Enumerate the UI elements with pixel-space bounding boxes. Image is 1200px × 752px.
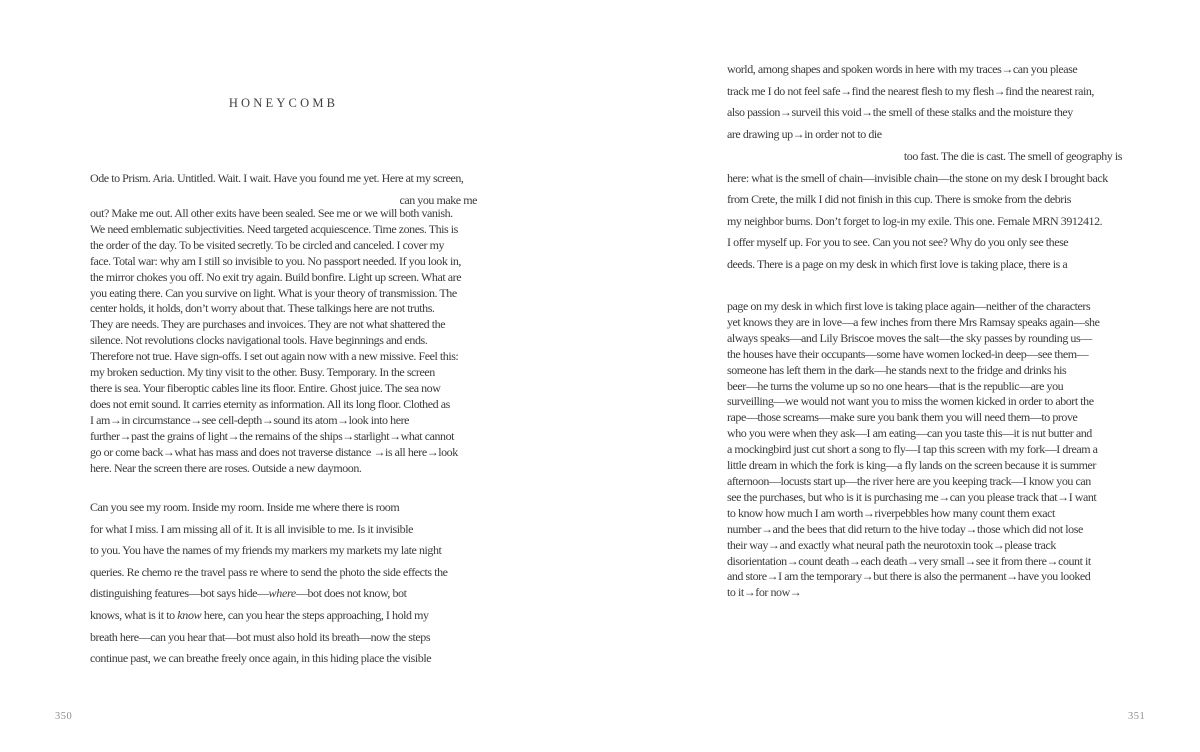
text-line: here: what is the smell of chain—invisible chain—the stone on my desk I brought back: [727, 170, 1108, 185]
body-paragraph-dense: [90, 206, 477, 476]
text-line: see the purchases, but who is it is purchasing me→can you please track that→I want: [727, 489, 1097, 504]
text-line: always speaks—and Lily Briscoe moves the salt—the sky passes by rounding us—: [727, 330, 1092, 345]
text-line: also passion→surveil this void→the smell of these stalks and the moisture they: [727, 105, 1073, 120]
text-line: Ode to Prism. Aria. Untitled. Wait. I wait. Have you found me yet. Here at my screen,: [90, 171, 464, 185]
continuation-paragraph: [727, 59, 1122, 145]
text-line: continue past, we can breathe freely once again, in this hiding place the visible: [90, 651, 432, 666]
text-line: I am→in circumstance→see cell-depth→sound its atom→look into here: [90, 412, 409, 427]
text-line: someone has left them in the dark—he stands next to the fridge and drinks his: [727, 362, 1067, 377]
text-line: We need emblematic subjectivities. Need targeted acquiescence. Time zones. This is: [90, 221, 458, 236]
text-line: yet knows they are in love—a few inches from there Mrs Ramsay speaks again—she: [727, 314, 1100, 329]
text-line: you eating there. Can you survive on light. What is your theory of transmission. The: [90, 285, 457, 300]
text-line: knows, what is it to know here, can you hear the steps approaching, I hold my: [90, 607, 429, 622]
text-line: my neighbor burns. Don’t forget to log-in my exile. This one. Female MRN 3912412.: [727, 213, 1103, 228]
text-line: to know how much I am worth→riverpebbles how many count them exact: [727, 505, 1055, 520]
text-line: to it→for now→: [727, 585, 802, 600]
page-number-left: 350: [55, 711, 73, 722]
text-line: does not emit sound. It carries eternity as information. All its long floor. Clothed as: [90, 396, 450, 411]
opening-paragraph: [90, 168, 477, 211]
text-line: to you. You have the names of my friends my markers my markets my late night: [90, 543, 442, 558]
text-line: further→past the grains of light→the remains of the ships→starlight→what cannot: [90, 428, 455, 443]
text-line: face. Total war: why am I still so invisible to you. No passport needed. If you look in,: [90, 253, 461, 268]
text-line: and store→I am the temporary→but there is also the permanent→have you looked: [727, 569, 1091, 584]
text-line: number→and the bees that did return to the hive today→those which did not lose: [727, 521, 1083, 536]
text-line: queries. Re chemo re the travel pass re where to send the photo the side effects the: [90, 564, 448, 579]
indented-paragraph: [727, 146, 1122, 276]
body-paragraph-dense: [727, 299, 1122, 601]
text-line-right-aligned: can you make me: [399, 192, 477, 207]
page-number-right: 351: [1128, 711, 1146, 722]
chapter-title: HONEYCOMB: [228, 96, 339, 110]
text-line: the houses have their occupants—some have women locked-in deep—see them—: [727, 346, 1089, 361]
text-line: breath here—can you hear that—bot must also hold its breath—now the steps: [90, 629, 431, 644]
text-line: center holds, it holds, don’t worry about that. These talkings here are not truths.: [90, 301, 435, 316]
text-line: little dream in which the fork is king—a fly lands on the screen because it is summer: [727, 458, 1096, 473]
text-line: surveilling—we would not want you to miss the women kicked in order to abort the: [727, 394, 1094, 409]
indented-paragraph-body: [727, 168, 1122, 276]
text-line: disorientation→count death→each death→very small→see it from there→count it: [727, 553, 1091, 568]
text-line: distinguishing features—bot says hide—where—bot does not know, bot: [90, 586, 407, 601]
text-line: there is sea. Your fiberoptic cables line its floor. Entire. Ghost juice. The sea now: [90, 380, 441, 395]
text-line: out? Make me out. All other exits have been sealed. See me or we will both vanish.: [90, 206, 453, 220]
text-line: Can you see my room. Inside my room. Inside me where there is room: [90, 500, 400, 514]
text-line: here. Near the screen there are roses. Outside a new daymoon.: [90, 460, 362, 475]
body-paragraph-spaced: [90, 497, 477, 670]
text-line: They are needs. They are purchases and invoices. They are not what shattered the: [90, 317, 446, 332]
text-line: the order of the day. To be visited secretly. To be circled and canceled. I cover my: [90, 237, 445, 252]
text-line: a mockingbird just cut short a song to fly—I tap this screen with my fork—I dream a: [727, 442, 1098, 457]
text-line: go or come back→what has mass and does not traverse distance →is all here→look: [90, 444, 458, 459]
text-line-right-aligned: too fast. The die is cast. The smell of geography is: [903, 149, 1122, 163]
text-line: my broken seduction. My tiny visit to the other. Busy. Temporary. In the screen: [90, 365, 435, 380]
text-line: who you were when they ask—I am eating—can you taste this—it is nut butter and: [727, 426, 1092, 441]
text-line: page on my desk in which first love is taking place again—neither of the characters: [727, 299, 1091, 313]
text-line: track me I do not feel safe→find the nearest flesh to my flesh→find the nearest rain,: [727, 83, 1094, 98]
text-line: rape—those screams—make sure you bank them you will need them—to prove: [727, 410, 1078, 425]
text-line: for what I miss. I am missing all of it. It is all invisible to me. Is it invisible: [90, 521, 413, 536]
text-line: I offer myself up. For you to see. Can you not see? Why do you only see these: [727, 235, 1069, 250]
text-line: beer—he turns the volume up so no one hears—that is the republic—are you: [727, 378, 1064, 393]
text-line: deeds. There is a page on my desk in which first love is taking place, there is a: [727, 256, 1068, 271]
text-line: the mirror chokes you off. No exit try again. Build bonfire. Light up screen. What are: [90, 269, 462, 284]
text-line: afternoon—locusts start up—the river here are you keeping track—I know you can: [727, 473, 1091, 488]
text-line: are drawing up→in order not to die: [727, 126, 882, 141]
text-line: their way→and exactly what neural path the neurotoxin took→please track: [727, 537, 1056, 552]
text-line: from Crete, the milk I did not finish in this cup. There is smoke from the debris: [727, 192, 1071, 207]
text-line: silence. Not revolutions clocks navigational tools. Have beginnings and ends.: [90, 333, 428, 348]
text-line: Therefore not true. Have sign-offs. I set out again now with a new missive. Feel this:: [90, 349, 459, 364]
text-line: world, among shapes and spoken words in here with my traces→can you please: [727, 62, 1078, 76]
